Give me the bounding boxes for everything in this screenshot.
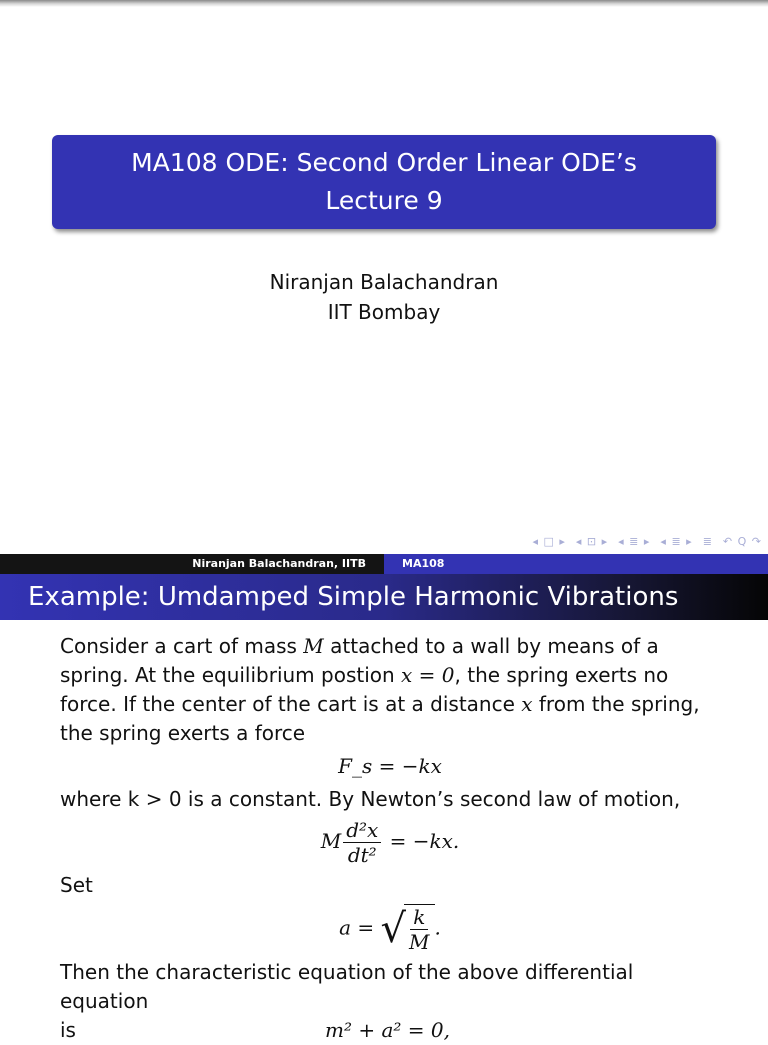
nav-frame-icon[interactable]: ◂ ⊡ ▸ (575, 535, 609, 548)
equation-lhs: M (320, 829, 342, 853)
nav-slide-icon[interactable]: ◂ □ ▸ (532, 535, 566, 548)
slide-footer (0, 554, 768, 574)
author-name: Niranjan Balachandran (269, 270, 499, 294)
square-root (381, 904, 435, 954)
slide-content (60, 632, 720, 1045)
title-slide (0, 7, 768, 554)
last-line (60, 1016, 720, 1045)
footer-author: Niranjan Balachandran, IITB (0, 554, 384, 574)
text-segment: attached to a wall by means of a spring. At the equilibrium postion (60, 634, 659, 687)
equation-text: F_s = −kx (338, 754, 442, 778)
institute-name: IIT Bombay (327, 300, 441, 324)
fraction-denominator: dt² (347, 843, 377, 867)
text-segment: from the spring, the spring exerts a force (60, 692, 700, 745)
radicand (404, 904, 434, 954)
fraction-numerator: d²x (343, 818, 381, 843)
equation-a (60, 904, 720, 954)
author-block (0, 267, 768, 327)
radical-sign: √ (380, 906, 407, 952)
paragraph-3: Then the characteristic equation of the above differential equation (60, 960, 634, 1013)
text-segment: Consider a cart of mass (60, 634, 304, 658)
equation-lhs: a = (339, 915, 375, 940)
nav-section-icon[interactable]: ◂ ≣ ▸ (660, 535, 693, 548)
fraction (343, 818, 381, 867)
last-word: is (60, 1018, 76, 1042)
nav-subsection-icon[interactable]: ◂ ≣ ▸ (618, 535, 651, 548)
title-box (52, 135, 716, 229)
nav-document-icon[interactable]: ≣ (702, 535, 713, 548)
math-inline: x = 0 (401, 663, 455, 687)
equation-characteristic: m² + a² = 0, (325, 1018, 450, 1042)
beamer-navigation-bar (532, 535, 762, 548)
paragraph-2: where k > 0 is a constant. By Newton’s second law of motion, (60, 787, 681, 811)
title-line-1: MA108 ODE: Second Order Linear ODE’s (131, 148, 637, 177)
set-label: Set (60, 873, 93, 897)
math-var: x (521, 692, 533, 716)
fraction (406, 905, 432, 954)
text-segment: , the spring exerts no force. If the center of the cart is at a distance (60, 663, 669, 716)
equation-tail: . (434, 915, 441, 940)
top-shadow (0, 0, 768, 7)
fraction-denominator: M (409, 930, 430, 954)
equation-rhs: = −kx. (389, 829, 460, 853)
math-var: M (303, 634, 324, 658)
title-line-2: Lecture 9 (325, 186, 443, 215)
equation-force (60, 752, 720, 781)
footer-course: MA108 (384, 554, 768, 574)
nav-search-icon[interactable]: ↶ Q ↷ (722, 535, 762, 548)
frame-title: Example: Umdamped Simple Harmonic Vibrations (0, 574, 768, 620)
equation-newton (60, 818, 720, 867)
fraction-numerator: k (410, 905, 428, 930)
paragraph-1 (60, 632, 720, 748)
